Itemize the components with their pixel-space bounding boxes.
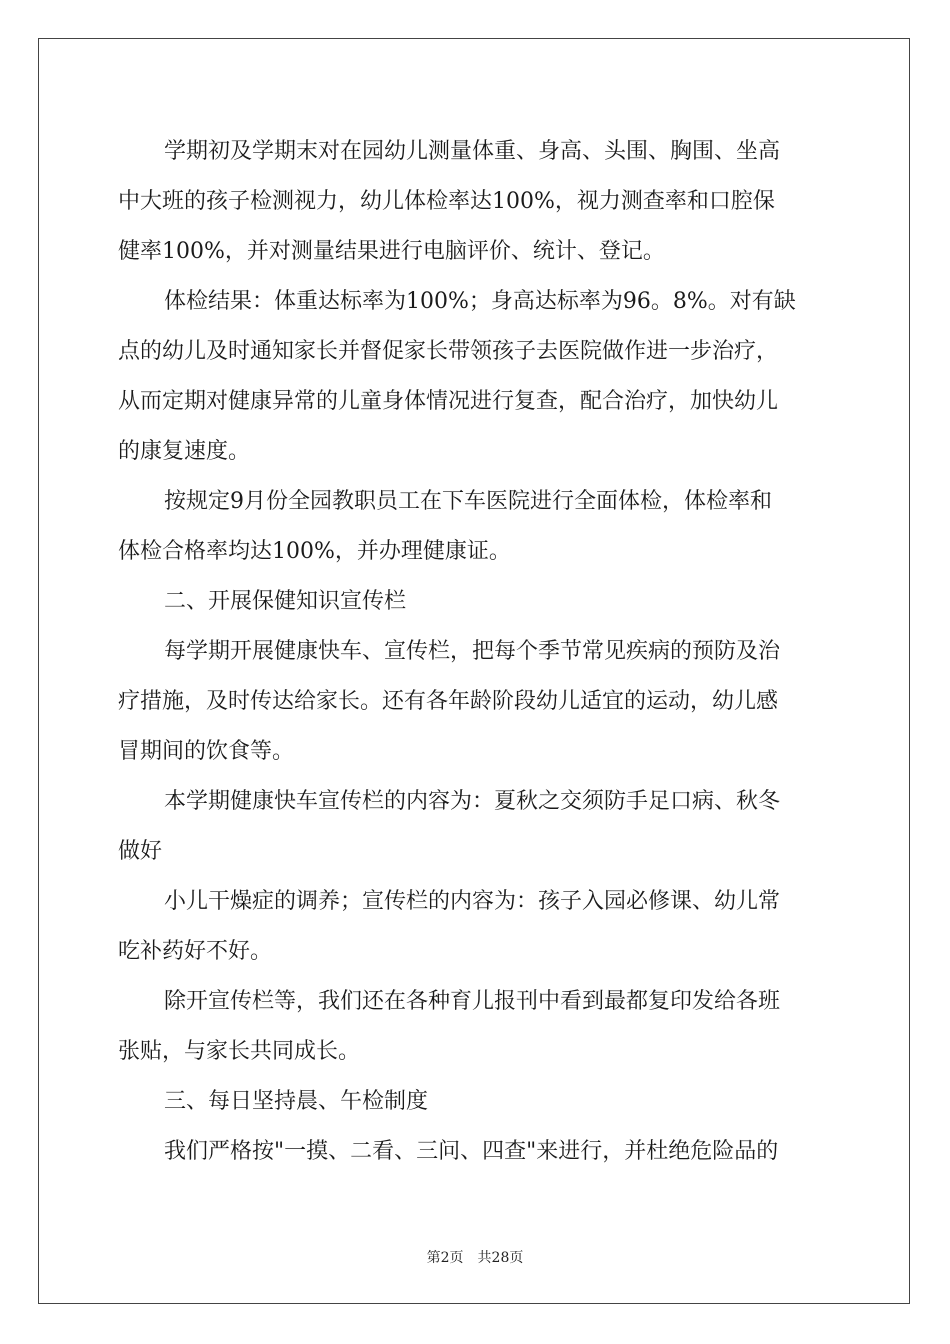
text-line: 的康复速度。 [118, 439, 251, 464]
text-line: 疗措施，及时传达给家长。还有各年龄阶段幼儿适宜的运动，幼儿感 [118, 689, 779, 714]
text-line: 做好 [118, 839, 163, 864]
document-body [118, 127, 836, 1177]
text-line: 二、开展保健知识宣传栏 [164, 589, 407, 614]
text-line: 体检结果：体重达标率为100%；身高达标率为96。8%。对有缺 [164, 289, 796, 314]
text-line: 每学期开展健康快车、宣传栏，把每个季节常见疾病的预防及治 [164, 639, 781, 664]
text-line: 我们严格按"一摸、二看、三问、四查"来进行，并杜绝危险品的 [164, 1139, 779, 1164]
text-line: 三、每日坚持晨、午检制度 [164, 1089, 429, 1114]
text-line: 本学期健康快车宣传栏的内容为：夏秋之交须防手足口病、秋冬 [164, 789, 781, 814]
text-line: 冒期间的饮食等。 [118, 739, 295, 764]
page-number-footer: 第2页 共28页 [426, 1250, 524, 1266]
text-line: 健率100%，并对测量结果进行电脑评价、统计、登记。 [118, 239, 665, 264]
text-line: 从而定期对健康异常的儿童身体情况进行复查，配合治疗，加快幼儿 [118, 389, 779, 414]
text-line: 中大班的孩子检测视力，幼儿体检率达100%，视力测查率和口腔保 [118, 189, 775, 214]
text-line: 张贴，与家长共同成长。 [118, 1039, 361, 1064]
text-line: 小儿干燥症的调养；宣传栏的内容为：孩子入园必修课、幼儿常 [164, 889, 781, 914]
text-line: 学期初及学期末对在园幼儿测量体重、身高、头围、胸围、坐高 [164, 139, 781, 164]
text-line: 除开宣传栏等，我们还在各种育儿报刊中看到最都复印发给各班 [164, 989, 781, 1014]
text-line: 吃补药好不好。 [118, 939, 273, 964]
text-line: 点的幼儿及时通知家长并督促家长带领孩子去医院做作进一步治疗， [118, 339, 779, 364]
text-line: 按规定9月份全园教职员工在下车医院进行全面体检，体检率和 [164, 489, 772, 514]
text-line: 体检合格率均达100%，并办理健康证。 [118, 539, 511, 564]
